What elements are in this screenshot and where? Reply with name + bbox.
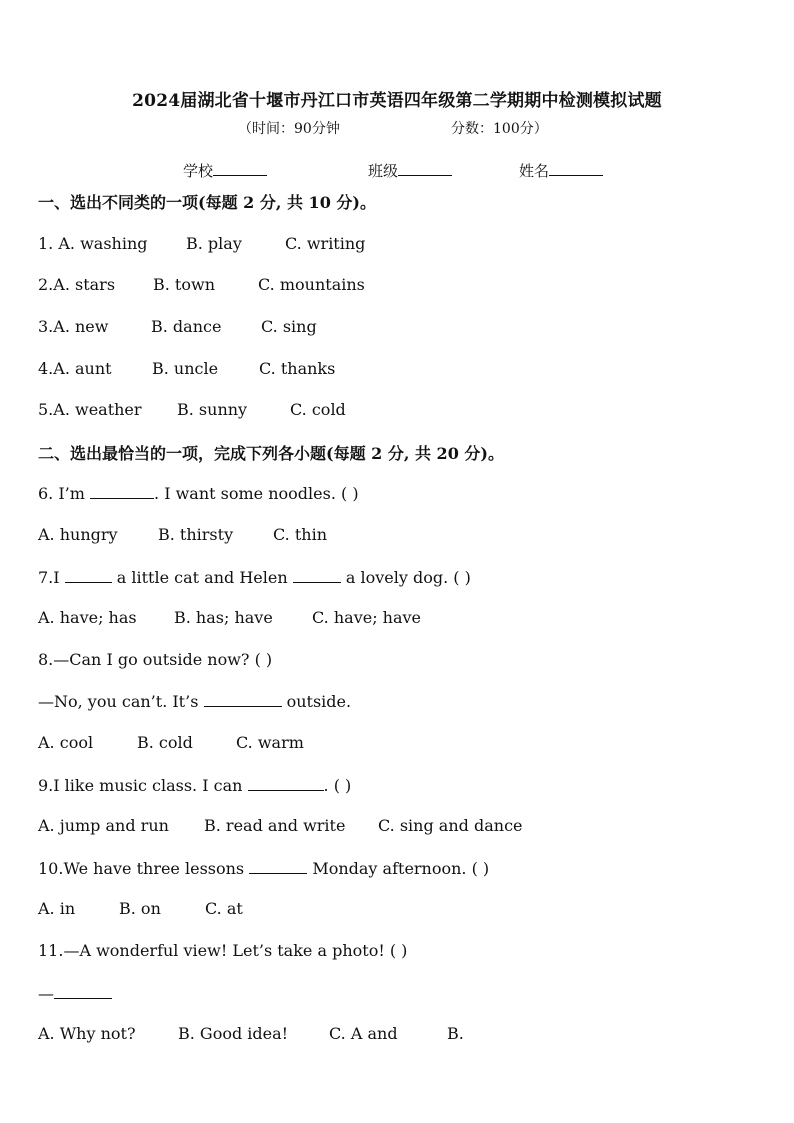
q1-option-c: C. writing — [285, 234, 366, 253]
name-blank[interactable] — [549, 161, 603, 176]
q8-blank[interactable] — [204, 691, 282, 707]
q7-option-a: A. have; has — [38, 608, 137, 627]
exam-time: （时间：90分钟 — [238, 121, 340, 137]
school-blank[interactable] — [213, 161, 267, 176]
question-4: 4.A. aunt — [38, 359, 112, 378]
question-5: 5.A. weather — [38, 400, 142, 419]
q3-option-b: B. dance — [151, 317, 222, 336]
school-field[interactable]: 学校 — [183, 160, 267, 181]
q2-option-b: B. town — [153, 275, 215, 294]
q9-option-b: B. read and write — [204, 816, 346, 835]
q7-option-c: C. have; have — [312, 608, 422, 627]
question-1: 1. A. washing — [38, 234, 148, 253]
q9-option-c: C. sing and dance — [378, 816, 523, 835]
q11-option-c: C. A and — [329, 1024, 398, 1043]
q10-option-c: C. at — [205, 899, 243, 918]
q3-option-c: C. sing — [261, 317, 317, 336]
question-2: 2.A. stars — [38, 275, 116, 294]
q8-option-b: B. cold — [137, 733, 193, 752]
question-8-reply: —No, you can’t. It’s outside. — [38, 692, 352, 711]
q6-option-a: A. hungry — [38, 525, 118, 544]
q1-option-b: B. play — [186, 234, 242, 253]
q5-option-b: B. sunny — [177, 400, 248, 419]
question-10: 10.We have three lessons Monday afternoon. ( ) — [38, 859, 490, 878]
q8-option-a: A. cool — [38, 733, 94, 752]
q11-option-b: B. Good idea! — [178, 1024, 289, 1043]
section-2-heading: 二、选出最恰当的一项，完成下列各小题(每题 2 分, 共 20 分)。 — [38, 444, 504, 463]
q7-blank-1[interactable] — [65, 567, 112, 583]
class-field[interactable]: 班级 — [368, 160, 452, 181]
question-9: 9.I like music class. I can . ( ) — [38, 776, 352, 795]
q11-option-d: B. — [447, 1024, 464, 1043]
question-11-reply: — — [38, 983, 112, 1003]
name-field[interactable]: 姓名 — [519, 160, 603, 181]
q9-option-a: A. jump and run — [38, 816, 169, 835]
question-7: 7.I a little cat and Helen a lovely dog. ( ) — [38, 568, 471, 587]
question-8: 8.—Can I go outside now? ( ) — [38, 650, 273, 669]
class-blank[interactable] — [398, 161, 452, 176]
q11-option-a: A. Why not? — [38, 1024, 136, 1043]
q10-option-a: A. in — [38, 899, 76, 918]
q9-blank[interactable] — [248, 775, 324, 791]
q6-blank[interactable] — [90, 483, 154, 499]
q11-blank[interactable] — [54, 983, 112, 999]
question-3: 3.A. new — [38, 317, 109, 336]
q4-option-c: C. thanks — [259, 359, 336, 378]
q10-blank[interactable] — [249, 858, 307, 874]
q6-option-b: B. thirsty — [158, 525, 234, 544]
q7-blank-2[interactable] — [293, 567, 341, 583]
section-1-heading: 一、选出不同类的一项(每题 2 分, 共 10 分)。 — [38, 193, 376, 212]
q8-option-c: C. warm — [236, 733, 304, 752]
question-6: 6. I’m . I want some noodles. ( ) — [38, 484, 359, 503]
q4-option-b: B. uncle — [152, 359, 219, 378]
q10-option-b: B. on — [119, 899, 161, 918]
exam-score: 分数：100分） — [451, 121, 548, 137]
q7-option-b: B. has; have — [174, 608, 273, 627]
q5-option-c: C. cold — [290, 400, 346, 419]
exam-title: 2024届湖北省十堰市丹江口市英语四年级第二学期期中检测模拟试题 — [132, 91, 662, 111]
q6-option-c: C. thin — [273, 525, 327, 544]
question-11: 11.—A wonderful view! Let’s take a photo! ( ) — [38, 941, 408, 960]
q2-option-c: C. mountains — [258, 275, 365, 294]
